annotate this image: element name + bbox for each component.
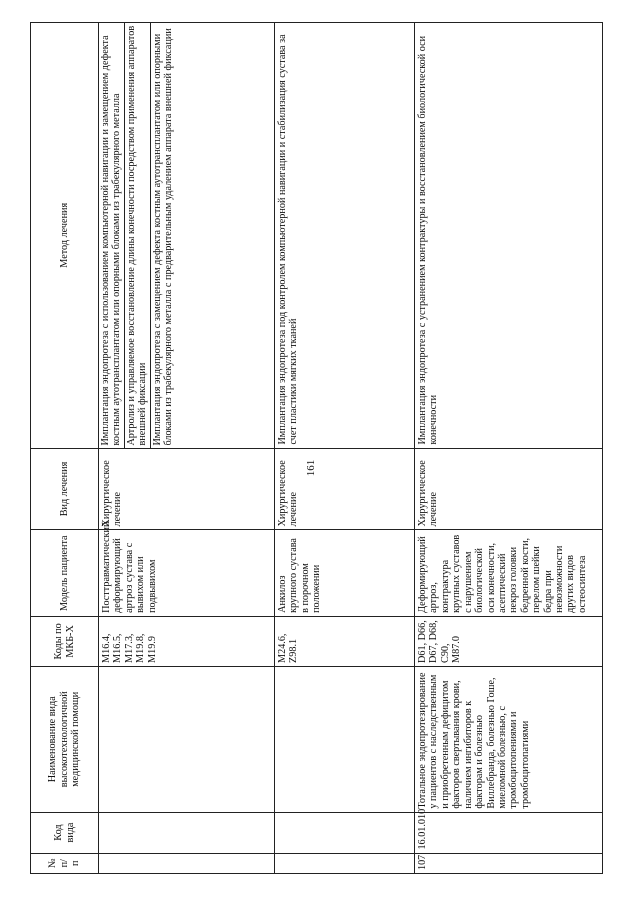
table-row bbox=[99, 23, 275, 874]
cell-model: Посттравматический деформирующий артроз сустава с вывихом или подвывихом bbox=[99, 530, 275, 616]
method-item: Имплантация эндопротеза с использованием компьютерной навигации и замещением дефекта костным аутотрансплантатом или опорными блоками из трабекулярного металла bbox=[99, 23, 124, 448]
cell-methods: Имплантация эндопротеза под контролем компьютерной навигации и стабилизация сустава за счет пластики мягких тканей bbox=[275, 23, 415, 449]
cell-type: Хирургическое лечение bbox=[99, 448, 275, 530]
header-type: Вид лечения bbox=[31, 448, 99, 530]
header-row bbox=[31, 23, 99, 874]
cell-methods bbox=[99, 23, 275, 449]
header-name: Наименование вида высокотехнологичной медицинской помощи bbox=[31, 666, 99, 812]
cell-type: Хирургическое лечение bbox=[415, 448, 603, 530]
cell-num bbox=[99, 853, 275, 873]
page-number: 161 bbox=[305, 459, 317, 477]
header-model: Модель пациента bbox=[31, 530, 99, 616]
cell-model: Деформирующий артроз, контрактура крупных суставов с нарушением биологической оси конечности, асептический некроз головки бедренной кости, перелом шейки бедра при невозможности других видов остеосинтеза bbox=[415, 530, 603, 616]
header-method: Метод лечения bbox=[31, 23, 99, 449]
table-row bbox=[415, 23, 603, 874]
cell-mkb: M24.6, Z98.1 bbox=[275, 616, 415, 666]
method-item: Имплантация эндопротеза с замещением дефекта костным аутотрансплантатом или опорными блоками из трабекулярного металла с предварительным удалением аппарата внешней фиксации bbox=[151, 28, 175, 446]
cell-name: Тотальное эндопротезирование у пациентов с наследственным и приобретенным дефицитом факторов свертывания крови, наличием ингибиторов к факторам и болезнью Виллебранда, болезнью Гоше, миеломной болезнью, с тромбоцитопениями и тромбоцитопатиями bbox=[415, 666, 603, 812]
cell-model: Анкилоз крупного сустава в порочном положении bbox=[275, 530, 415, 616]
cell-num: 107 bbox=[415, 853, 603, 873]
cell-code bbox=[275, 812, 415, 853]
methods-list bbox=[99, 23, 176, 448]
cell-mkb: M16.4, M16.5, M17.3, M19.8, M19.9 bbox=[99, 616, 275, 666]
cell-methods: Имплантация эндопротеза с устранением контрактуры и восстановлением биологической оси конечности bbox=[415, 23, 603, 449]
cell-code bbox=[99, 812, 275, 853]
table-row bbox=[275, 23, 415, 874]
cell-mkb: D61, D66, D67, D68, C90, M87.0 bbox=[415, 616, 603, 666]
cell-name bbox=[275, 666, 415, 812]
cell-num bbox=[275, 853, 415, 873]
header-num: № п/п bbox=[31, 853, 99, 873]
header-code: Код вида bbox=[31, 812, 99, 853]
cell-code: 16.01.010 bbox=[415, 812, 603, 853]
treatment-table bbox=[30, 22, 603, 874]
header-mkb: Коды по МКБ-X bbox=[31, 616, 99, 666]
table-container bbox=[30, 22, 602, 874]
method-item: Артролиз и управляемое восстановление длины конечности посредством применения аппаратов внешней фиксации bbox=[124, 23, 150, 448]
cell-type: Хирургическое лечение bbox=[275, 448, 415, 530]
cell-name bbox=[99, 666, 275, 812]
